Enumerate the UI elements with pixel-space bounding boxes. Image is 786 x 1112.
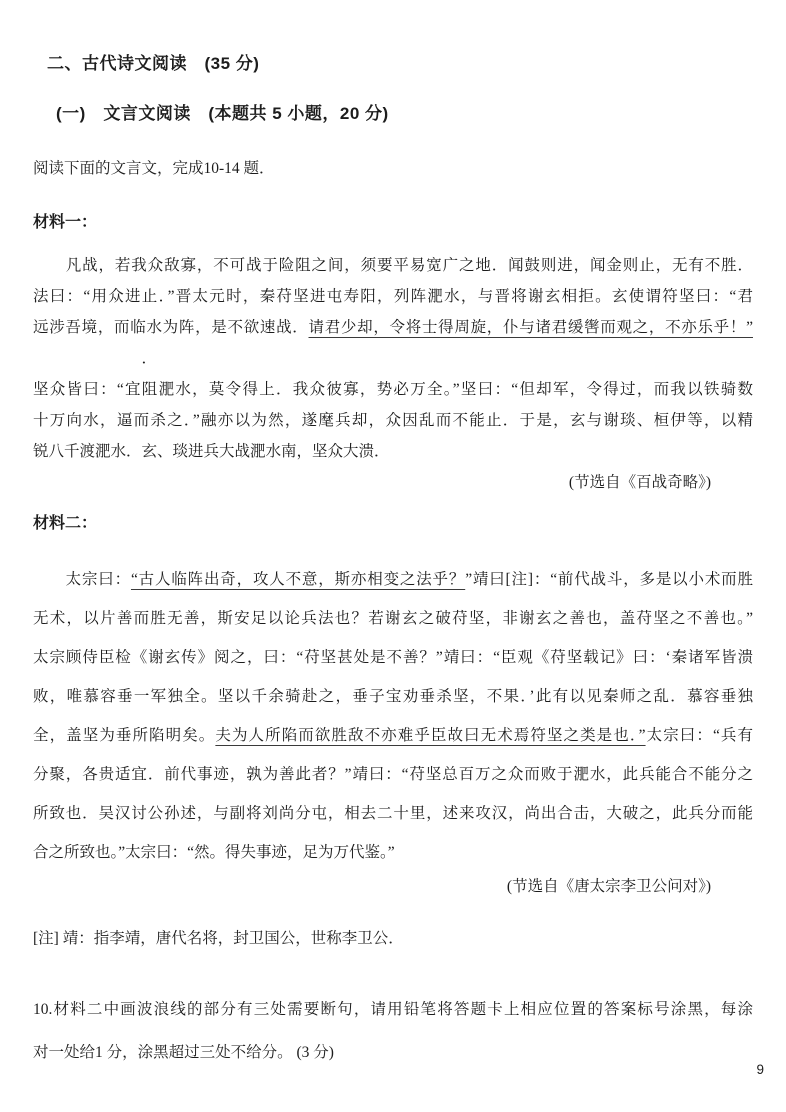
text-line [33,755,753,794]
text-segment: 无术，以片善而胜无善，斯安足以论兵法也？若谢玄之破苻坚，非谢玄之善也，盖苻坚之不善也。” [33,610,753,627]
text-segment: 法曰：“用众进止．”晋太元时，秦苻坚进屯寿阳，列阵淝水，与晋将谢玄相拒。玄使谓符坚曰：“君 [33,288,753,305]
text-line [33,638,753,677]
text-segment: ”靖曰[注]：“前代战斗，多是以小术而胜 [465,571,753,588]
text-segment: 对一处给1 分，涂黑超过三处不给分。 (3 分) [33,1044,334,1061]
text-segment: 分聚，各贵适宜．前代事迹，孰为善此者？”靖曰：“苻坚总百万之众而败于淝水，此兵能合不能分之 [33,766,753,783]
text-segment: ． [33,350,158,367]
text-line [33,794,753,833]
material1-source: (节选自《百战奇略》) [568,474,711,491]
text-segment: 十万向水，逼而杀之．”融亦以为然，遂麾兵却，众因乱而不能止．于是，玄与谢琰、桓伊等，以精 [33,412,753,429]
material1-label: 材料一： [33,214,98,231]
text-segment: 全，盖坚为垂所陷明矣。 [33,727,216,744]
text-line [33,560,753,599]
text-segment: 败，唯慕容垂一军独全。坚以千余骑赴之，垂子宝劝垂杀坚，不果．’此有以见秦师之乱．慕容垂独 [33,688,753,705]
text-line [33,677,753,716]
section-heading: 二、古代诗文阅读 (35 分) [47,54,260,73]
text-line [33,716,753,755]
material2-text [33,560,753,872]
text-line [33,436,753,467]
text-segment: 太宗顾侍臣检《谢玄传》阅之，曰：“苻坚甚处是不善？”靖曰：“臣观《苻坚载记》曰：‘秦诸军皆溃 [33,649,753,666]
text-segment: 太宗曰： [33,571,131,588]
material2-label: 材料二： [33,515,98,532]
text-line [33,374,753,405]
text-segment: 坚众皆曰：“宜阻淝水，莫令得上．我众彼寡，势必万全。”坚曰：“但却军，令得过，而我以铁骑数 [33,381,753,398]
text-line [33,312,753,343]
text-segment: 凡战，若我众敌寡，不可战于险阻之间，须要平易宽广之地．闻鼓则进，闻金则止，无有不胜． [33,257,753,274]
text-line [33,281,753,312]
material2-source: (节选自《唐太宗李卫公问对》) [506,878,711,895]
material1-text [33,250,753,467]
text-segment: 10.材料二中画波浪线的部分有三处需要断句，请用铅笔将答题卡上相应位置的答案标号涂黑，每涂 [33,1001,753,1018]
question-10 [33,988,753,1074]
text-line [33,988,753,1031]
text-segment: 所致也．吴汉讨公孙述，与副将刘尚分屯，相去二十里，述来攻汉，尚出合击，大破之，此兵分而能 [33,805,753,822]
text-line [33,1031,753,1074]
text-line [33,343,753,374]
text-line [33,833,753,872]
page-number: 9 [756,1062,764,1077]
subsection-heading: (一) 文言文阅读 (本题共 5 小题，20 分) [56,104,389,123]
text-line [33,250,753,281]
text-line [33,405,753,436]
text-line [33,599,753,638]
text-segment: 锐八千渡淝水．玄、琰进兵大战淝水南，坚众大溃． [33,443,390,460]
instruction-line: 阅读下面的文言文，完成10-14 题． [33,160,275,177]
text-segment: 合之所致也。”太宗曰：“然。得失事迹，足为万代鉴。” [33,844,395,861]
underlined-segment: 夫为人所陷而欲胜敌不亦难乎臣故曰无术焉符坚之类是也．” [215,727,646,744]
footnote-line: [注] 靖：指李靖，唐代名将，封卫国公，世称李卫公． [33,930,404,947]
underlined-segment: 请君少却，令将士得周旋，仆与诸君缓辔而观之，不亦乐乎！” [308,319,753,336]
underlined-segment: “古人临阵出奇，攻人不意，斯亦相变之法乎？ [130,571,466,588]
text-segment: 远涉吾境，而临水为阵，是不欲速战． [33,319,309,336]
text-segment: 太宗曰：“兵有 [645,727,753,744]
